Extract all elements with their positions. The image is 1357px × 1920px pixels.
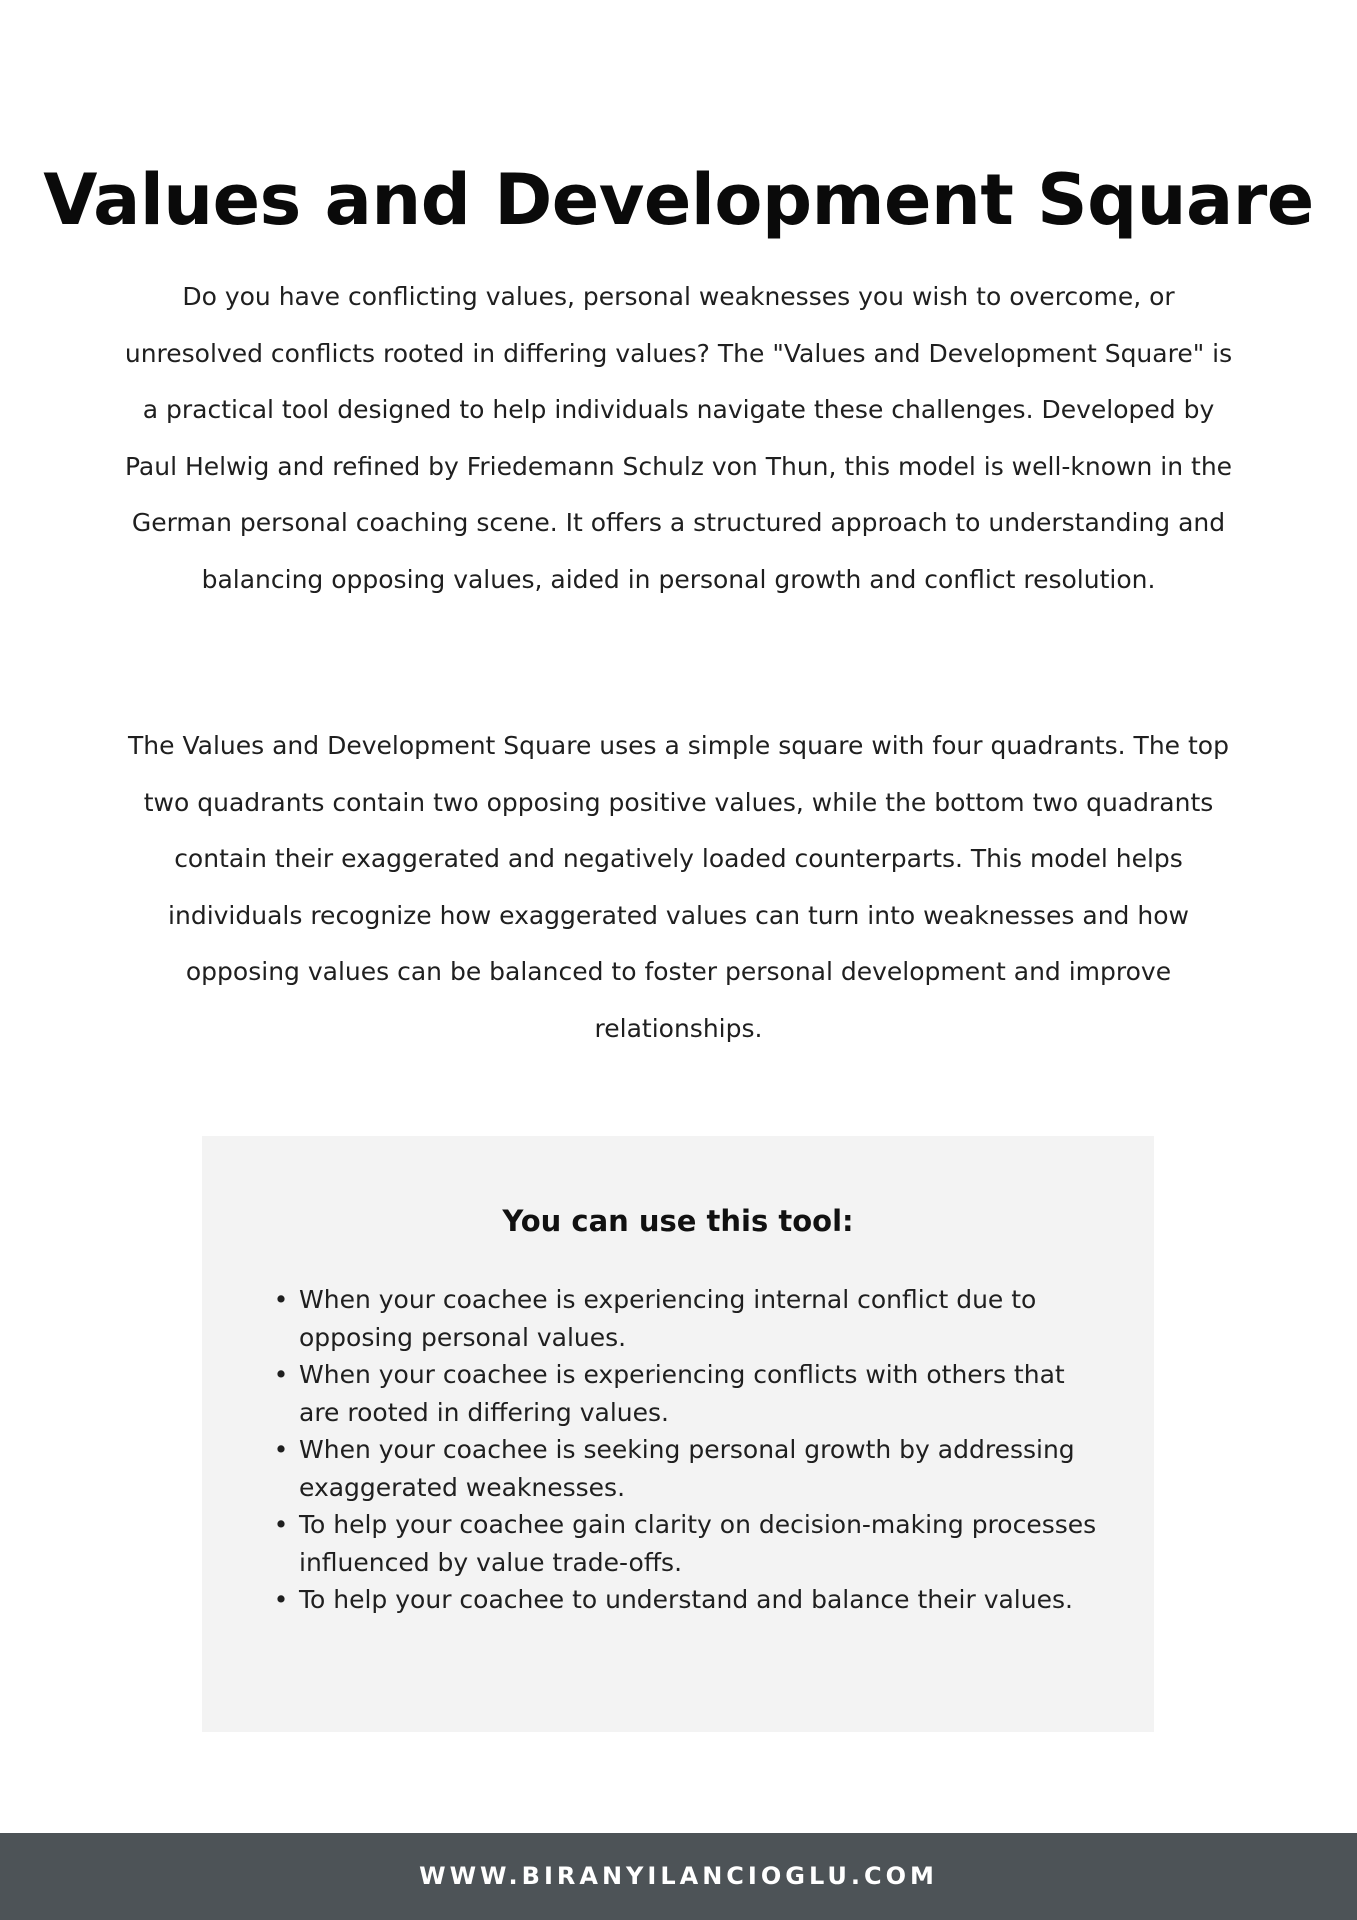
bullet-icon: • <box>273 1585 289 1614</box>
model-description-paragraph: The Values and Development Square uses a simple square with four quadrants. The top two quadrants contain two opposing positive values, while the bottom two quadrants contain their exaggerated and negatively loaded counterparts. This model helps individuals recognize how exaggerated values can turn into weaknesses and how opposing values can be balanced to foster personal development and improve relationships. <box>128 731 1229 1043</box>
footer-website-url: WWW.BIRANYILANCIOGLU.COM <box>419 1862 938 1890</box>
list-item <box>273 1356 1099 1431</box>
bullet-icon: • <box>273 1510 289 1539</box>
list-item-text: When your coachee is experiencing conflicts with others that are rooted in differing values. <box>299 1360 1065 1427</box>
tool-usage-heading: You can use this tool: <box>502 1204 854 1238</box>
bullet-icon: • <box>273 1285 289 1314</box>
tool-usage-list <box>273 1281 1099 1619</box>
bullet-icon: • <box>273 1435 289 1464</box>
tool-usage-box <box>202 1136 1154 1732</box>
footer-bar <box>0 1833 1357 1920</box>
bullet-icon: • <box>273 1360 289 1389</box>
page-title: Values and Development Square <box>43 159 1314 241</box>
list-item <box>273 1431 1099 1506</box>
list-item-text: When your coachee is seeking personal growth by addressing exaggerated weaknesses. <box>299 1435 1075 1502</box>
list-item <box>273 1281 1099 1356</box>
list-item <box>273 1506 1099 1581</box>
list-item-text: To help your coachee gain clarity on decision-making processes influenced by value trade-offs. <box>299 1510 1097 1577</box>
list-item-text: To help your coachee to understand and balance their values. <box>299 1585 1073 1614</box>
list-item-text: When your coachee is experiencing internal conflict due to opposing personal values. <box>299 1285 1037 1352</box>
list-item <box>273 1581 1099 1619</box>
intro-paragraph: Do you have conflicting values, personal weaknesses you wish to overcome, or unresolved conflicts rooted in differing values? The "Values and Development Square" is a practical tool designed to help individuals navigate these challenges. Developed by Paul Helwig and refined by Friedemann Schulz von Thun, this model is well-known in the German personal coaching scene. It offers a structured approach to understanding and balancing opposing values, aided in personal growth and conflict resolution. <box>124 282 1233 594</box>
